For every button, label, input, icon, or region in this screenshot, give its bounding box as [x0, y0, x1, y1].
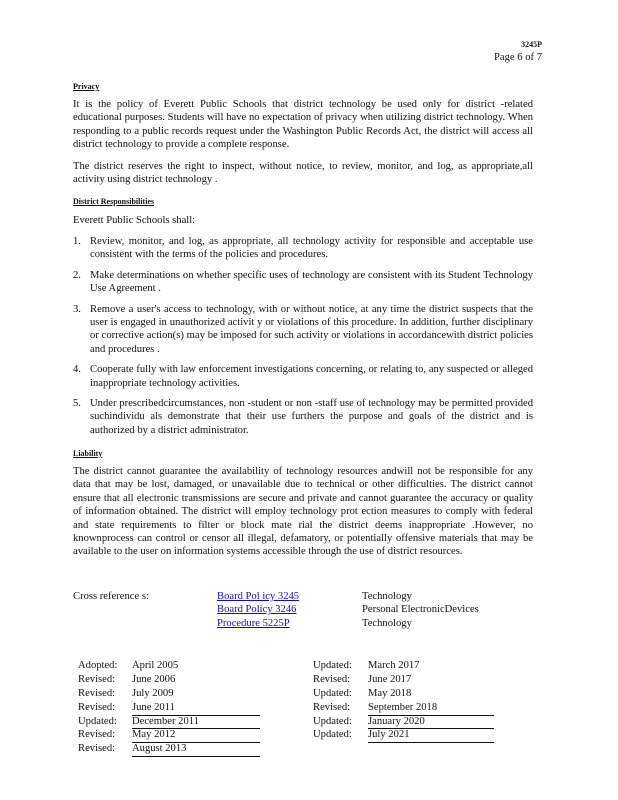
- list-item-text: Make determinations on whether specific uses of technology are consistent with its Student Technology Use Agreement .: [90, 269, 533, 295]
- history-row: [78, 701, 268, 715]
- board-policy-3246-link[interactable]: Board Policy 3246: [217, 604, 297, 616]
- privacy-paragraph-2: The district reserves the right to inspect, without notice, to review, monitor, and log, as appropriate,all activity using district technology .: [73, 161, 533, 186]
- cross-reference-titles: [362, 590, 479, 630]
- history-label: Updated:: [313, 729, 352, 741]
- revision-history-right: [313, 659, 503, 742]
- history-label: Revised:: [78, 743, 116, 755]
- list-item: [73, 363, 533, 390]
- history-date: August 2013: [132, 742, 260, 757]
- list-item: [73, 397, 533, 437]
- list-item: [73, 269, 533, 296]
- liability-heading: Liability: [73, 449, 103, 458]
- district-responsibilities-heading: District Responsibilities: [73, 197, 155, 206]
- history-date: May 2018: [368, 687, 412, 699]
- liability-paragraph: The district cannot guarantee the availability of technology resources andwill not be responsible for any data that may be lost, damaged, or unavailable due to technical or other difficulties. The district cannot ensure that all electronic transmissions are secure and private and cannot guarantee the accuracy or quality of information obtained. The district will employ technology prot ection measures to comply with federal and state requirements to filter or block mate rial the district deems inappropriate .However, no knownprocess can control or censor all illegal, defamatory, or potentially offensive materials that may be available to the user on information systems accessible through the use of district resources.: [73, 466, 533, 558]
- history-date: July 2009: [132, 687, 174, 699]
- history-label: Revised:: [78, 729, 116, 741]
- history-date: May 2012: [132, 728, 260, 743]
- cross-reference-title: Technology: [362, 591, 412, 602]
- history-row: [313, 715, 503, 729]
- list-item-number: 4.: [73, 364, 81, 376]
- history-label: Revised:: [313, 701, 351, 713]
- history-row: [313, 673, 503, 687]
- list-item-number: 3.: [73, 303, 81, 315]
- list-item-text: Under prescribedcircumstances, non -student or non -staff use of technology may be permitted provided suchindividu als demonstrate that their use furthers the purpose and goals of the district and is authorized by a district administrator.: [90, 398, 533, 436]
- list-item: [73, 303, 533, 357]
- list-item-text: Review, monitor, and log, as appropriate, all technology activity for responsible and acceptable use consistent with the terms of the policies and procedures.: [90, 236, 533, 261]
- history-label: Updated:: [313, 715, 352, 727]
- list-item-text: Remove a user's access to technology, with or without notice, at any time the district suspects that the user is engaged in unauthorized activit y or violations of this procedure. In addition, further disciplinary or corrective action(s) may be imposed for such activity or violations in accordancewith district policies and procedures .: [90, 303, 533, 355]
- history-label: Revised:: [78, 701, 116, 713]
- history-row: [78, 687, 268, 701]
- history-row: [313, 701, 503, 715]
- history-date: December 2011: [132, 715, 260, 730]
- cross-reference-title: Personal ElectronicDevices: [362, 604, 479, 616]
- history-date: September 2018: [368, 701, 494, 716]
- history-row: [313, 659, 503, 673]
- board-policy-3245-link[interactable]: Board Pol icy 3245: [217, 591, 300, 602]
- privacy-heading: Privacy: [73, 82, 100, 91]
- history-date: June 2017: [368, 673, 412, 685]
- history-label: Updated:: [78, 715, 117, 727]
- page-number: Page 6 of 7: [494, 52, 542, 63]
- history-label: Revised:: [313, 673, 351, 685]
- history-row: [313, 728, 503, 742]
- history-row: [78, 659, 268, 673]
- responsibilities-list: [73, 235, 533, 444]
- list-item-number: 5.: [73, 398, 81, 410]
- history-label: Adopted:: [78, 660, 118, 671]
- cross-reference-links: [217, 590, 299, 630]
- list-item: [73, 235, 533, 262]
- list-item-number: 2.: [73, 269, 81, 281]
- history-date: July 2021: [368, 728, 494, 743]
- procedure-5225p-link[interactable]: Procedure 5225P: [217, 617, 290, 629]
- revision-history-left: [78, 659, 268, 756]
- history-row: [78, 715, 268, 729]
- list-item-number: 1.: [73, 236, 81, 247]
- history-row: [78, 742, 268, 756]
- history-date: April 2005: [132, 660, 179, 671]
- history-date: January 2020: [368, 715, 494, 730]
- history-date: March 2017: [368, 660, 420, 671]
- history-label: Revised:: [78, 673, 116, 685]
- history-label: Updated:: [313, 687, 352, 699]
- list-item-text: Cooperate fully with law enforcement investigations concerning, or relating to, any suspected or alleged inappropriate technology activities.: [90, 364, 533, 389]
- history-row: [313, 687, 503, 701]
- history-date: June 2011: [132, 701, 260, 716]
- history-row: [78, 728, 268, 742]
- privacy-paragraph-1: It is the policy of Everett Public Schools that district technology be used only for district -related educational purposes. Students will have no expectation of privacy when utilizing district technology. When responding to a public records request under the Washington Public Records Act, the district will access all district technology to provide a complete response.: [73, 99, 533, 151]
- history-date: June 2006: [132, 673, 176, 685]
- history-row: [78, 673, 268, 687]
- history-label: Revised:: [78, 687, 116, 699]
- cross-reference-label: Cross reference s:: [73, 591, 149, 602]
- document-number: 3245P: [521, 40, 542, 49]
- cross-reference-title: Technology: [362, 617, 412, 629]
- responsibilities-intro: Everett Public Schools shall:: [73, 215, 196, 226]
- history-label: Updated:: [313, 660, 352, 671]
